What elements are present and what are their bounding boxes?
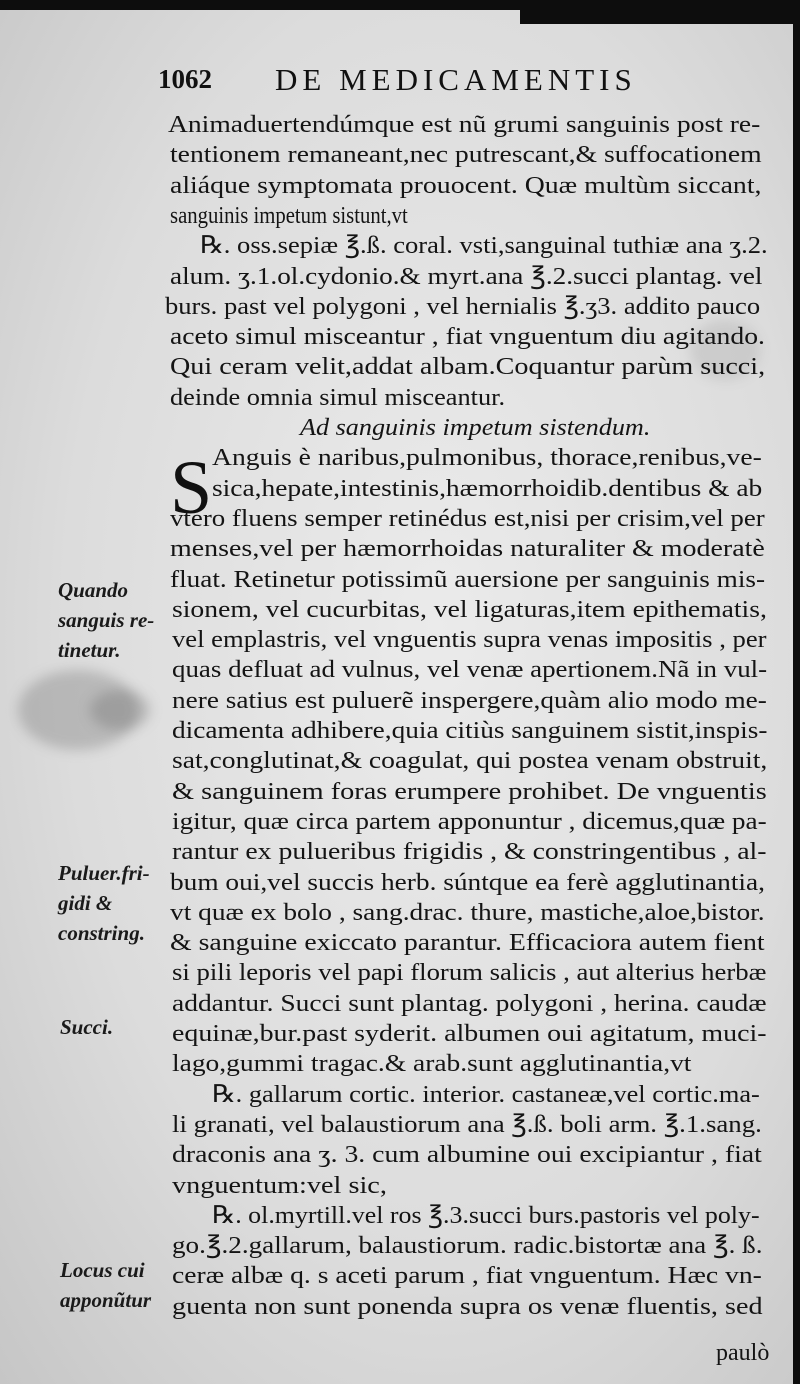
text-line: deinde omnia simul misceantur. <box>170 383 506 411</box>
text-line: li granati, vel balaustiorum ana ℥.ß. boli arm. ℥.1.sang. <box>172 1110 762 1138</box>
scan-border <box>520 10 793 24</box>
text-line: vtero fluens semper retinédus est,nisi per crisim,vel per <box>170 504 765 532</box>
text-line: & sanguinem foras erumpere prohibet. De vnguentis <box>172 777 767 805</box>
text-line: rantur ex pulueribus frigidis , & constringentibus , al- <box>172 838 767 866</box>
text-line: vt quæ ex bolo , sang.drac. thure, mastiche,aloe,bistor. <box>170 898 765 926</box>
drop-cap: S <box>170 446 213 530</box>
text-line: tentionem remaneant,nec putrescant,& suffocationem <box>170 141 762 169</box>
marginal-note-line: gidi & <box>58 891 113 915</box>
text-line: bum oui,vel succis herb. súntque ea ferè agglutinantia, <box>170 868 765 896</box>
text-line: sanguinis impetum sistunt,vt <box>170 201 408 229</box>
text-line: vnguentum:vel sic, <box>172 1171 387 1199</box>
text-line: nere satius est puluerẽ inspergere,quàm alio modo me- <box>172 686 767 714</box>
text-line: guenta non sunt ponenda supra os venæ fluentis, sed <box>172 1292 763 1320</box>
text-line: aceto simul misceantur , fiat vnguentum diu agitando. <box>170 323 765 351</box>
text-line: si pili leporis vel papi florum salicis , aut alterius herbæ <box>172 959 767 987</box>
text-line: Animaduertendúmque est nũ grumi sanguinis post re- <box>168 111 761 138</box>
text-line: igitur, quæ circa partem apponuntur , dicemus,quæ pa- <box>172 807 767 835</box>
text-line: menses,vel per hæmorrhoidas naturaliter & moderatè <box>170 535 765 563</box>
running-title: DE MEDICAMENTIS <box>275 62 637 97</box>
text-line: Anguis è naribus,pulmonibus, thorace,renibus,ve- <box>212 444 762 472</box>
text-line: fluat. Retinetur potissimũ auersione per sanguinis mis- <box>170 565 766 593</box>
book-page <box>0 10 793 1384</box>
text-line: quas defluat ad vulnus, vel venæ apertionem.Nã in vul- <box>172 656 768 684</box>
stain <box>90 690 150 730</box>
text-line: ℞. oss.sepiæ ℥.ß. coral. vsti,sanguinal tuthiæ ana ʒ.2. <box>200 232 768 260</box>
page-number: 1062 <box>158 64 212 94</box>
text-line: sat,conglutinat,& coagulat, qui postea venam obstruit, <box>172 747 768 775</box>
marginal-note-line: constring. <box>58 921 145 945</box>
text-line: sica,hepate,intestinis,hæmorrhoidib.dentibus & ab <box>212 474 763 502</box>
text-line: ceræ albæ q. s aceti parum , fiat vnguentum. Hæc vn- <box>172 1262 762 1290</box>
marginal-note-line: sanguis re- <box>58 608 155 632</box>
text-line: aliáque symptomata prouocent. Quæ multùm siccant, <box>170 171 762 199</box>
text-line: equinæ,bur.past syderit. albumen oui agitatum, muci- <box>172 1020 767 1047</box>
marginal-note-line: Quando <box>58 578 129 602</box>
running-header <box>0 62 793 102</box>
text-line: sionem, vel cucurbitas, vel ligaturas,item epithematis, <box>172 595 767 623</box>
text-line: Qui ceram velit,addat albam.Coquantur parùm succi, <box>170 353 766 381</box>
text-line: burs. past vel polygoni , vel hernialis ℥.ʒ3. addito pauco <box>165 292 761 320</box>
text-line: vel emplastris, vel vnguentis supra venas impositis , per <box>172 626 767 654</box>
text-line: dicamenta adhibere,quia citiùs sanguinem sistit,inspis- <box>172 717 768 744</box>
text-line: & sanguine exiccato parantur. Efficaciora autem fient <box>170 929 765 957</box>
marginal-note-line: apponũtur <box>60 1288 152 1312</box>
text-line: addantur. Succi sunt plantag. polygoni , herina. caudæ <box>172 989 767 1017</box>
text-line: ℞. ol.myrtill.vel ros ℥.3.succi burs.pastoris vel poly- <box>212 1201 760 1229</box>
marginal-note-line: Locus cui <box>60 1258 145 1282</box>
text-line: ℞. gallarum cortic. interior. castaneæ,vel cortic.ma- <box>212 1080 760 1108</box>
marginal-note-line: Succi. <box>60 1015 114 1039</box>
marginal-note-line: tinetur. <box>58 638 121 662</box>
catchword: paulò <box>716 1340 770 1366</box>
text-line: lago,gummi tragac.& arab.sunt agglutinantia,vt <box>172 1050 692 1078</box>
text-line: go.℥.2.gallarum, balaustiorum. radic.bistortæ ana ℥. ß. <box>172 1232 763 1260</box>
text-line: alum. ʒ.1.ol.cydonio.& myrt.ana ℥.2.succi plantag. vel <box>170 262 763 290</box>
text-line: draconis ana ʒ. 3. cum albumine oui excipiantur , fiat <box>172 1141 762 1169</box>
section-heading: Ad sanguinis impetum sistendum. <box>300 415 651 441</box>
marginal-note-line: Puluer.fri- <box>58 861 150 885</box>
